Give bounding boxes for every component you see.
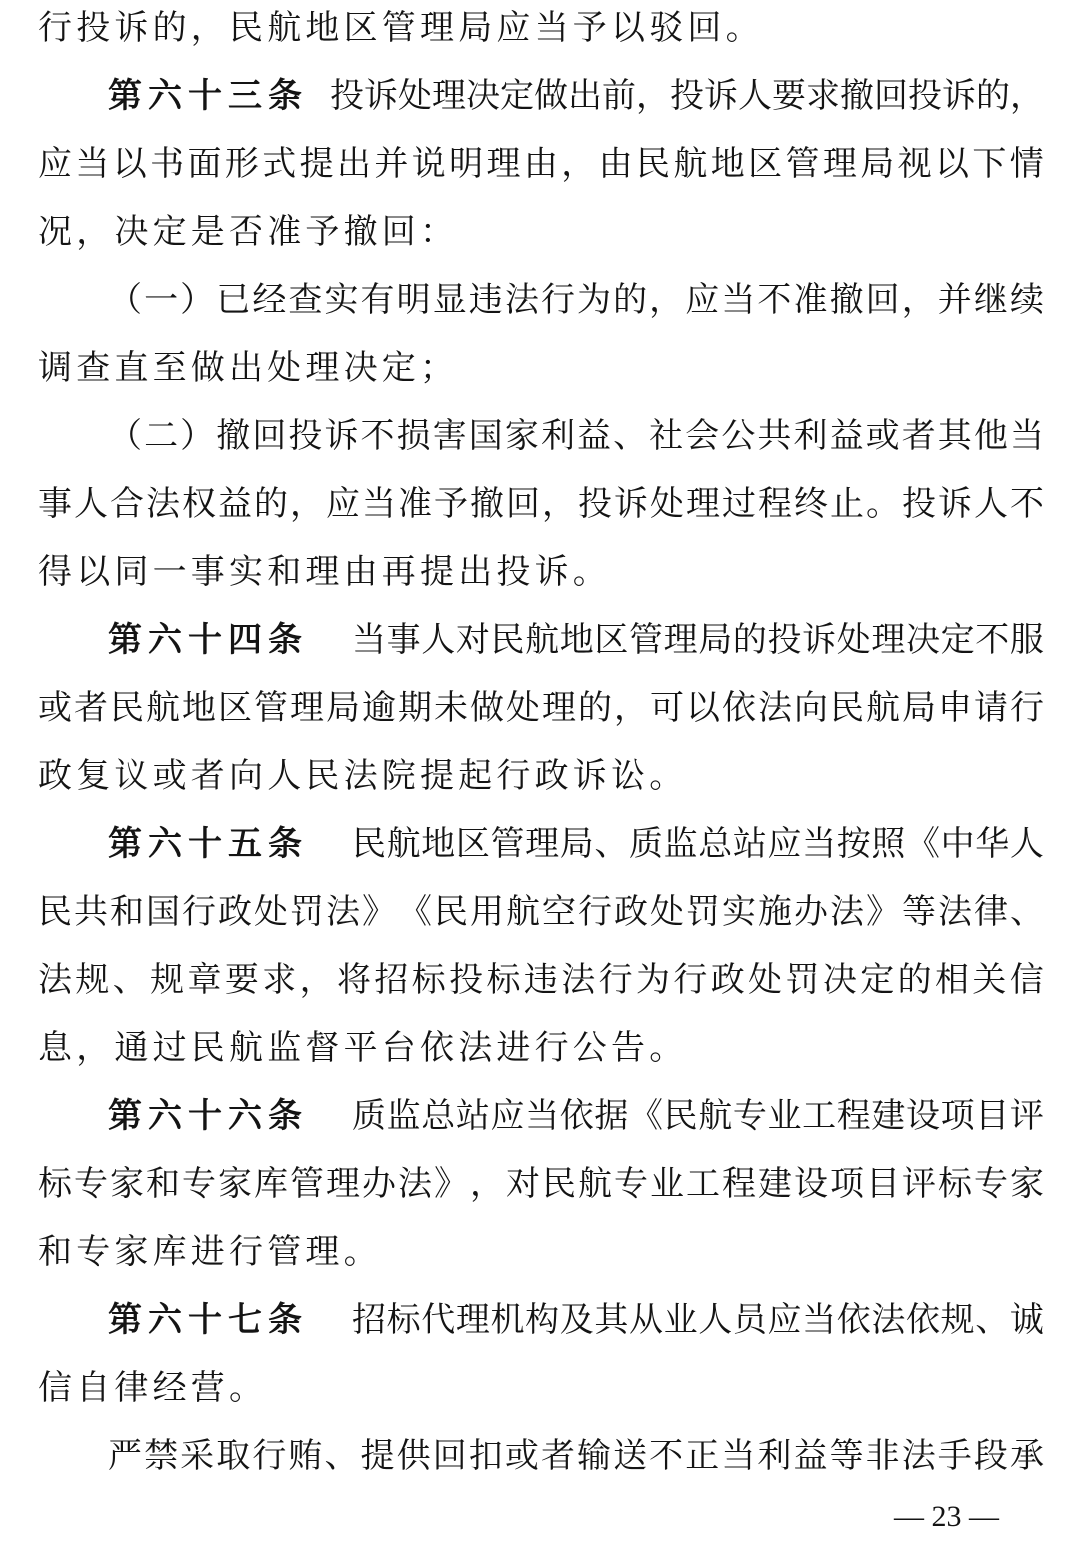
line-text: 息，通过民航监督平台依法进行公告。: [38, 1028, 688, 1068]
line-text: 事 人 合 法 权 益 的 ， 应 当 准 予 撤 回 ， 投 诉 处 理 过 程 终 止 。 投 诉 人 不: [38, 484, 1044, 524]
line-text: 严 禁 采 取 行 贿 、 提 供 回 扣 或 者 输 送 不 正 当 利 益 等 非 法 手 段 承: [108, 1436, 1044, 1476]
article-67-first-line: [108, 1296, 1044, 1344]
article-number: 第六十三条: [108, 76, 308, 116]
paragraph-line: [38, 548, 1044, 596]
paragraph-line: [108, 1432, 1044, 1480]
article-66-first-line: [108, 1092, 1044, 1140]
paragraph-line: [38, 1228, 1044, 1276]
paragraph-line: [38, 888, 1044, 936]
article-64-first-line: [108, 616, 1044, 664]
paragraph-line: [38, 344, 1044, 392]
list-item-2: [108, 412, 1044, 460]
paragraph-line: [38, 1160, 1044, 1208]
line-text: 或 者 民 航 地 区 管 理 局 逾 期 未 做 处 理 的 ， 可 以 依 法 向 民 航 局 申 请 行: [38, 688, 1044, 728]
paragraph-line: [38, 480, 1044, 528]
line-text: 当 事 人 对 民 航 地 区 管 理 局 的 投 诉 处 理 决 定 不 服: [352, 620, 1044, 660]
article-number: 第六十四条: [108, 620, 308, 660]
line-text: 标 专 家 和 专 家 库 管 理 办 法 》 ， 对 民 航 专 业 工 程 建 设 项 目 评 标 专 家: [38, 1164, 1044, 1204]
line-text: 况，决定是否准予撤回：: [38, 212, 459, 252]
article-65-first-line: [108, 820, 1044, 868]
line-text: 和专家库进行管理。: [38, 1232, 382, 1272]
line-text: 民 航 地 区 管 理 局 、 质 监 总 站 应 当 按 照 《 中 华 人: [352, 824, 1044, 864]
line-text: 应 当 以 书 面 形 式 提 出 并 说 明 理 由 ， 由 民 航 地 区 管 理 局 视 以 下 情: [38, 144, 1044, 184]
line-text: （ 一 ） 已 经 查 实 有 明 显 违 法 行 为 的 ， 应 当 不 准 撤 回 ， 并 继 续: [108, 280, 1044, 320]
paragraph-line: [38, 140, 1044, 188]
page-number: — 23 —: [894, 1500, 999, 1533]
line-text: 行投诉的，民航地区管理局应当予以驳回。: [38, 8, 764, 48]
line-text: 质 监 总 站 应 当 依 据 《 民 航 专 业 工 程 建 设 项 目 评: [352, 1096, 1044, 1136]
line-text: （ 二 ） 撤 回 投 诉 不 损 害 国 家 利 益 、 社 会 公 共 利 益 或 者 其 他 当: [108, 416, 1044, 456]
article-63-first-line: [108, 72, 1044, 120]
line-text: 民 共 和 国 行 政 处 罚 法 》 《 民 用 航 空 行 政 处 罚 实 施 办 法 》 等 法 律 、: [38, 892, 1044, 932]
line-text: 信自律经营。: [38, 1368, 268, 1408]
paragraph-line: [38, 4, 1044, 52]
article-number: 第六十六条: [108, 1096, 308, 1136]
line-text: 调查直至做出处理决定；: [38, 348, 459, 388]
paragraph-line: [38, 752, 1044, 800]
line-text: 法 规 、 规 章 要 求 ， 将 招 标 投 标 违 法 行 为 行 政 处 罚 决 定 的 相 关 信: [38, 960, 1044, 1000]
paragraph-line: [38, 208, 1044, 256]
article-number: 第六十五条: [108, 824, 308, 864]
article-number: 第六十七条: [108, 1300, 308, 1340]
line-text: 得以同一事实和理由再提出投诉。: [38, 552, 611, 592]
line-text: 投 诉 处 理 决 定 做 出 前 ， 投 诉 人 要 求 撤 回 投 诉 的 ，: [330, 76, 1044, 116]
paragraph-line: [38, 684, 1044, 732]
paragraph-line: [38, 956, 1044, 1004]
line-text: 招 标 代 理 机 构 及 其 从 业 人 员 应 当 依 法 依 规 、 诚: [352, 1300, 1044, 1340]
line-text: 政复议或者向人民法院提起行政诉讼。: [38, 756, 688, 796]
paragraph-line: [38, 1024, 1044, 1072]
list-item-1: [108, 276, 1044, 324]
paragraph-line: [38, 1364, 1044, 1412]
